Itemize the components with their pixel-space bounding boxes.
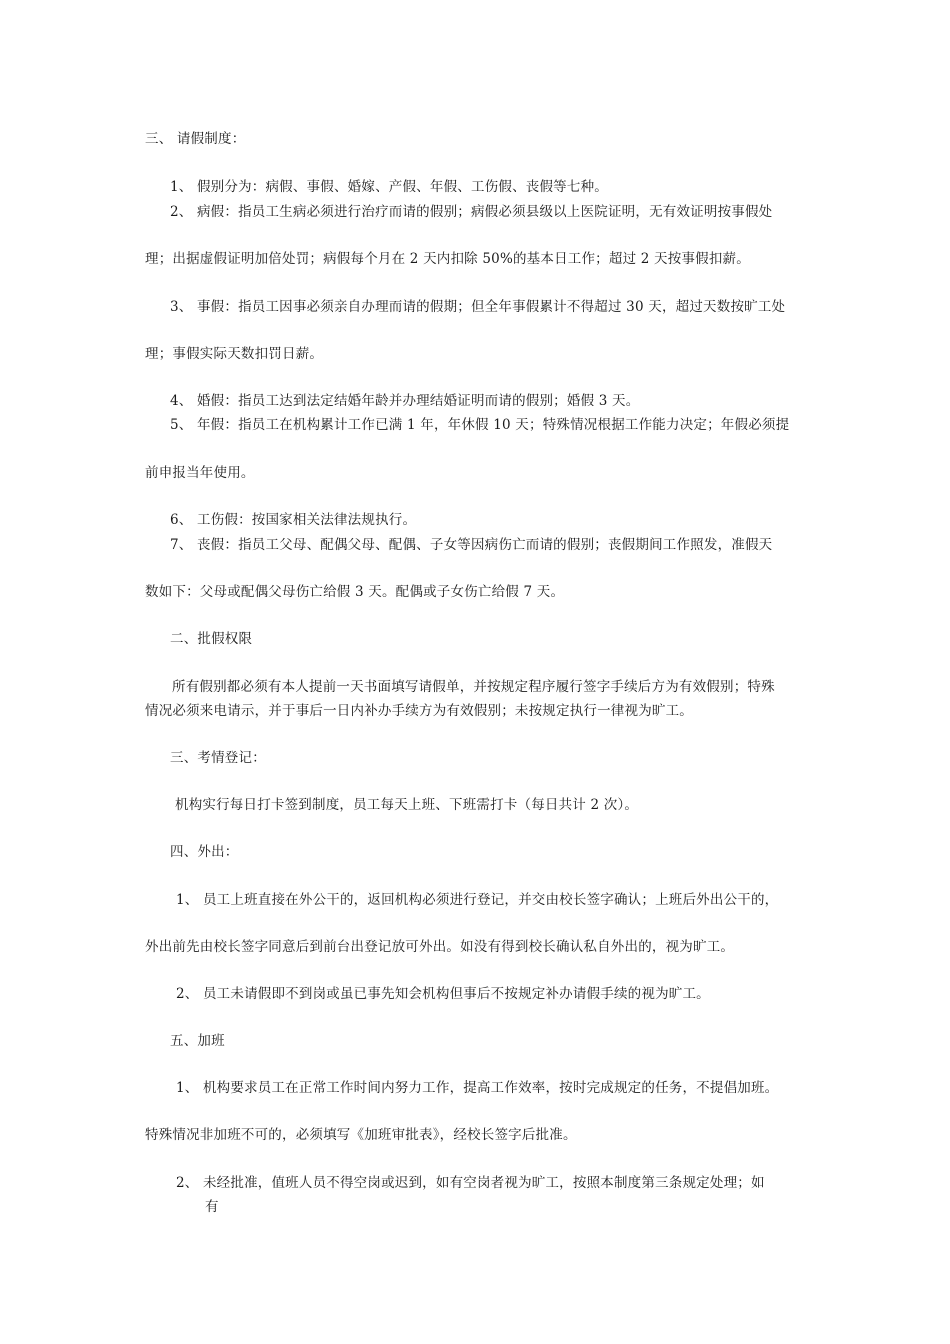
overtime-item-2-line-2: 有 (205, 1199, 219, 1215)
section-heading-attendance: 三、考情登记： (170, 750, 266, 766)
leave-item-3-line-2: 理；事假实际天数扣罚日薪。 (145, 346, 324, 362)
attendance-text: 机构实行每日打卡签到制度，员工每天上班、下班需打卡（每日共计 2 次）。 (175, 797, 639, 813)
leave-item-5-line-1: 5、 年假：指员工在机构累计工作已满 1 年，年休假 10 天；特殊情况根据工作能力决定；年假必须提 (170, 417, 790, 433)
leave-item-1: 1、 假别分为：病假、事假、婚嫁、产假、年假、工伤假、丧假等七种。 (170, 179, 608, 195)
outing-item-1-line-2: 外出前先由校长签字同意后到前台出登记放可外出。如没有得到校长确认私自外出的，视为旷工。 (145, 939, 735, 955)
section-heading-overtime: 五、加班 (170, 1033, 225, 1049)
leave-item-4: 4、 婚假：指员工达到法定结婚年龄并办理结婚证明而请的假别；婚假 3 天。 (170, 393, 640, 409)
overtime-item-2-line-1: 2、 未经批准，值班人员不得空岗或迟到，如有空岗者视为旷工，按照本制度第三条规定处理；如 (176, 1175, 765, 1191)
approval-text-line-2: 情况必须来电请示，并于事后一日内补办手续方为有效假别；未按规定执行一律视为旷工。 (145, 703, 693, 719)
leave-item-2-line-1: 2、 病假：指员工生病必须进行治疗而请的假别；病假必须县级以上医院证明，无有效证明按事假处 (170, 204, 773, 220)
outing-item-2: 2、 员工未请假即不到岗或虽已事先知会机构但事后不按规定补办请假手续的视为旷工。 (176, 986, 710, 1002)
approval-text-line-1: 所有假别都必须有本人提前一天书面填写请假单，并按规定程序履行签字手续后方为有效假别；特殊 (172, 679, 775, 695)
section-heading-leave-system: 三、 请假制度： (145, 131, 246, 147)
leave-item-7-line-1: 7、 丧假：指员工父母、配偶父母、配偶、子女等因病伤亡而请的假别；丧假期间工作照发，准假天 (170, 537, 773, 553)
section-heading-approval: 二、批假权限 (170, 631, 253, 647)
leave-item-5-line-2: 前申报当年使用。 (145, 465, 255, 481)
leave-item-3-line-1: 3、 事假：指员工因事必须亲自办理而请的假期；但全年事假累计不得超过 30 天，超过天数按旷工处 (170, 299, 786, 315)
outing-item-1-line-1: 1、 员工上班直接在外公干的，返回机构必须进行登记，并交由校长签字确认；上班后外出公干的， (176, 892, 779, 908)
leave-item-6: 6、 工伤假：按国家相关法律法规执行。 (170, 512, 417, 528)
leave-item-7-line-2: 数如下：父母或配偶父母伤亡给假 3 天。配偶或子女伤亡给假 7 天。 (145, 584, 565, 600)
overtime-item-1-line-2: 特殊情况非加班不可的，必须填写《加班审批表》，经校长签字后批准。 (145, 1127, 577, 1143)
section-heading-outing: 四、外出： (170, 844, 239, 860)
overtime-item-1-line-1: 1、 机构要求员工在正常工作时间内努力工作，提高工作效率，按时完成规定的任务，不提倡加班。 (176, 1080, 779, 1096)
leave-item-2-line-2: 理；出据虚假证明加倍处罚；病假每个月在 2 天内扣除 50%的基本日工作；超过 2 天按事假扣薪。 (145, 251, 750, 267)
